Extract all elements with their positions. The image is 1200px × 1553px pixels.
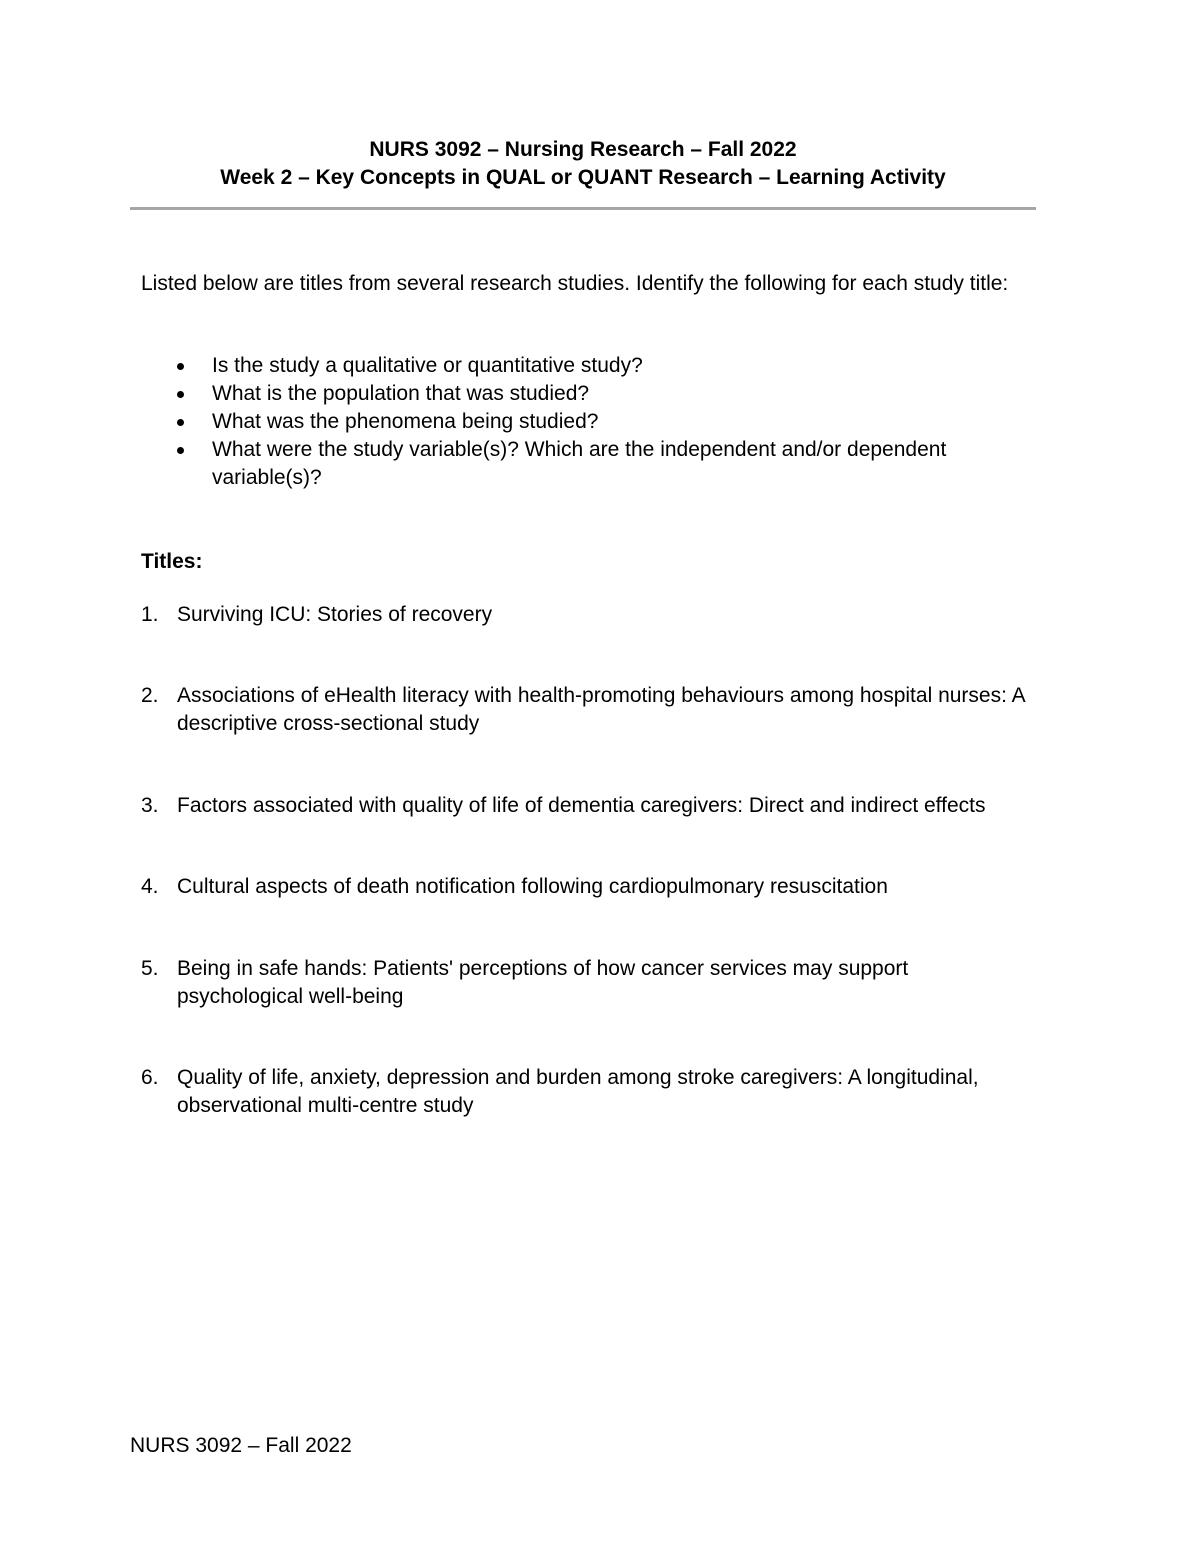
item-number: 2.	[141, 684, 159, 707]
question-text: Is the study a qualitative or quantitative study?	[212, 354, 643, 377]
question-text: What is the population that was studied?	[212, 382, 590, 405]
document-header	[130, 136, 1036, 192]
study-title-text: Cultural aspects of death notification following cardiopulmonary resuscitation	[177, 875, 888, 898]
study-title-item	[141, 792, 1031, 820]
study-title-item	[141, 873, 1031, 901]
course-title: NURS 3092 – Nursing Research – Fall 2022	[369, 138, 797, 161]
question-item	[141, 436, 1031, 492]
intro-paragraph: Listed below are titles from several research studies. Identify the following for each study title:	[141, 272, 1009, 295]
study-title-text: Factors associated with quality of life of dementia caregivers: Direct and indirect effects	[177, 794, 986, 817]
item-number: 4.	[141, 875, 159, 898]
activity-title: Week 2 – Key Concepts in QUAL or QUANT Research – Learning Activity	[220, 166, 946, 189]
study-titles-list	[141, 601, 1031, 1120]
study-title-text: Being in safe hands: Patients' perceptions of how cancer services may support psychological well-being	[177, 957, 909, 1008]
study-title-item	[141, 601, 1031, 629]
question-list	[141, 352, 1031, 492]
study-title-item	[141, 1064, 1031, 1120]
bullet-icon	[177, 391, 184, 398]
header-divider	[130, 207, 1036, 210]
page-footer: NURS 3092 – Fall 2022	[130, 1434, 352, 1457]
study-title-item	[141, 682, 1031, 738]
bullet-icon	[177, 447, 184, 454]
question-item	[141, 408, 1031, 436]
question-text: What was the phenomena being studied?	[212, 410, 599, 433]
bullet-icon	[177, 419, 184, 426]
item-number: 5.	[141, 957, 159, 980]
study-title-text: Surviving ICU: Stories of recovery	[177, 603, 493, 626]
study-title-text: Associations of eHealth literacy with health-promoting behaviours among hospital nurses: A descriptive cross-sectional study	[177, 684, 1025, 735]
question-item	[141, 380, 1031, 408]
bullet-icon	[177, 363, 184, 370]
question-text: What were the study variable(s)? Which are the independent and/or dependent variable(s)?	[212, 438, 947, 489]
titles-heading: Titles:	[141, 550, 203, 573]
item-number: 3.	[141, 794, 159, 817]
item-number: 1.	[141, 603, 159, 626]
study-title-text: Quality of life, anxiety, depression and burden among stroke caregivers: A longitudinal, observational multi-centre study	[177, 1066, 979, 1117]
study-title-item	[141, 955, 1031, 1011]
question-item	[141, 352, 1031, 380]
item-number: 6.	[141, 1066, 159, 1089]
